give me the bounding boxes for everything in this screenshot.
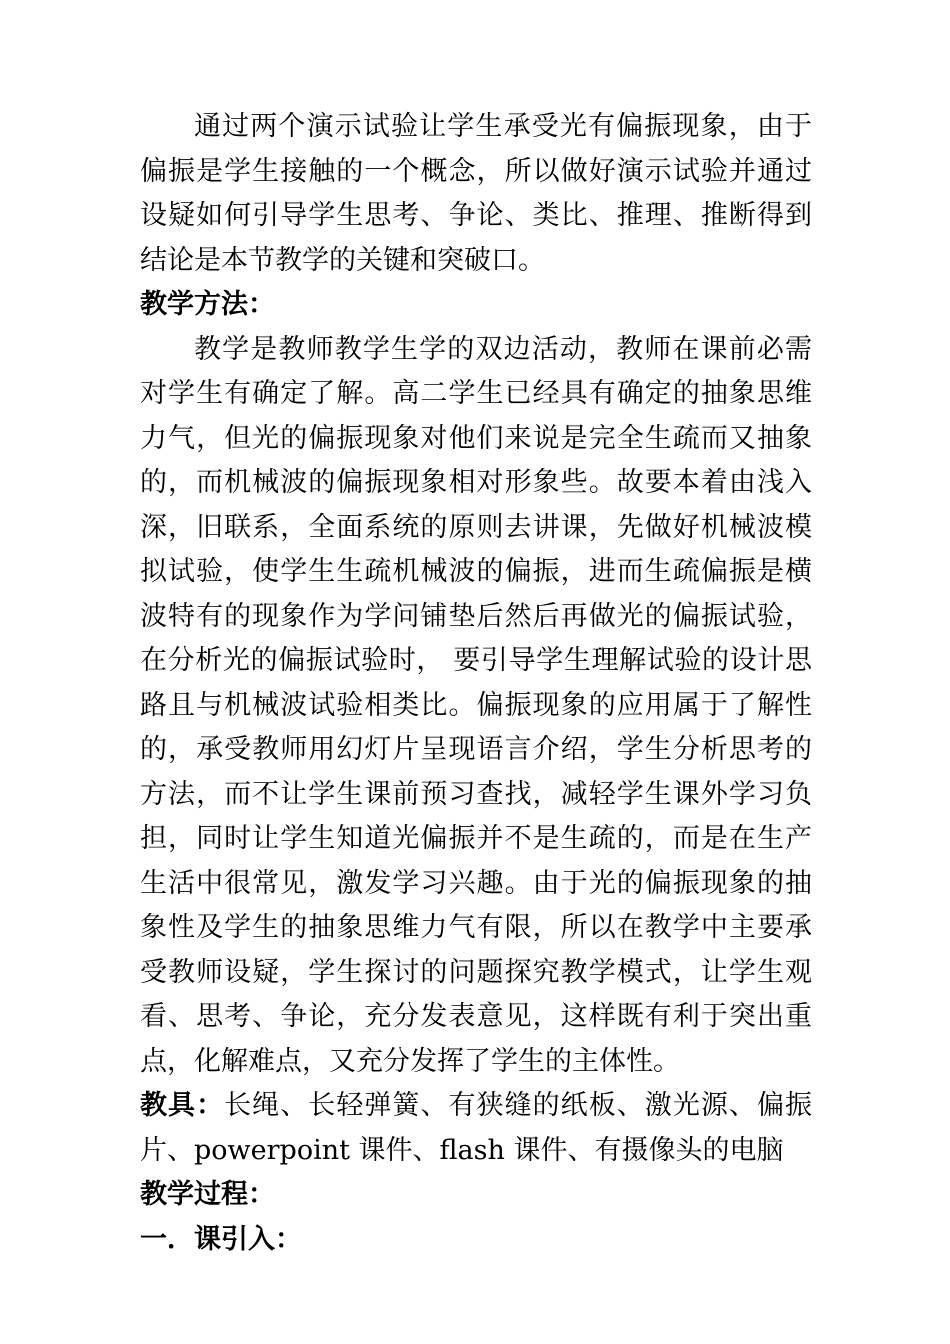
heading-teaching-process: 教学过程： bbox=[140, 1179, 275, 1210]
teaching-aids-label: 教具： bbox=[140, 1090, 225, 1121]
teaching-aids-value: 长绳、长轻弹簧、有狭缝的纸板、激光源、偏振片、powerpoint 课件、flash 课件、有摄像头的电脑 bbox=[140, 1090, 813, 1166]
paragraph-teaching-aids bbox=[140, 1084, 812, 1173]
document-body bbox=[140, 105, 812, 1262]
heading-section-one-lesson-intro: 一．课引入： bbox=[140, 1223, 302, 1255]
paragraph-demonstration-intro: 通过两个演示试验让学生承受光有偏振现象，由于偏振是学生接触的一个概念，所以做好演示试验并通过设疑如何引导学生思考、争论、类比、推理、推断得到结论是本节教学的关键和突破口。 bbox=[140, 111, 812, 276]
heading-teaching-methods: 教学方法： bbox=[140, 289, 275, 320]
paragraph-teaching-methods-body: 教学是教师教学生学的双边活动，教师在课前必需对学生有确定了解。高二学生已经具有确定的抽象思维力气，但光的偏振现象对他们来说是完全生疏而又抽象的，而机械波的偏振现象相对形象些。故要本着由浅入深，旧联系，全面系统的原则去讲课，先做好机械波模拟试验，使学生生疏机械波的偏振，进而生疏偏振是横波特有的现象作为学问铺垫后然后再做光的偏振试验，在分析光的偏振试验时， 要引导学生理解试验的设计思路且与机械波试验相类比。偏振现象的应用属于了解性的，承受教师用幻灯片呈现语言介绍，学生分析思考的方法，而不让学生课前预习查找，减轻学生课外学习负担，同时让学生知道光偏振并不是生疏的，而是在生产生活中很常见，激发学习兴趣。由于光的偏振现象的抽象性及学生的抽象思维力气有限，所以在教学中主要承受教师设疑，学生探讨的问题探究教学模式，让学生观看、思考、争论，充分发表意见，这样既有利于突出重点，化解难点，又充分发挥了学生的主体性。 bbox=[140, 333, 812, 1077]
